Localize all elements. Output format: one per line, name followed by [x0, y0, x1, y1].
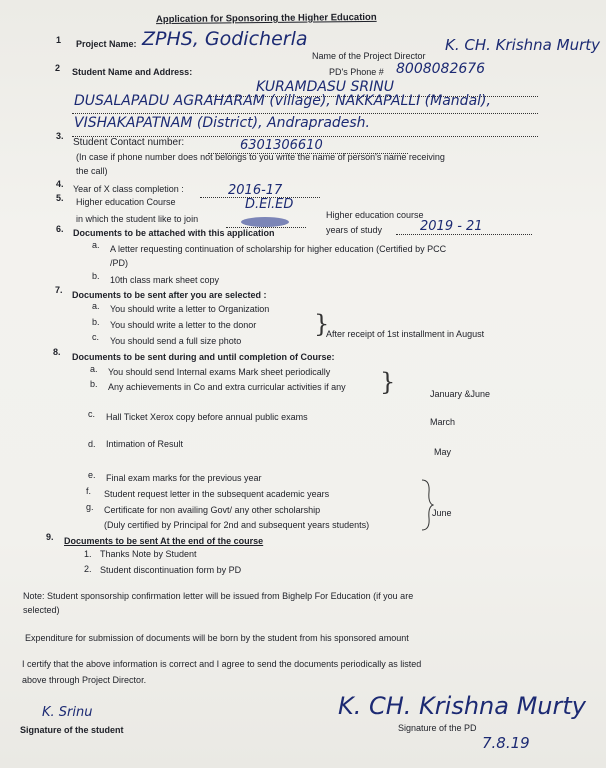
contact-note-line2: the call) — [76, 166, 108, 176]
section-8-item-f: Student request letter in the subsequent academic years — [104, 489, 330, 499]
certify-line1: I certify that the above information is correct and I agree to send the documents periodically as listed — [22, 659, 422, 669]
section-8-item-g-cont: (Duly certified by Principal for 2nd and subsequent years students) — [104, 520, 370, 530]
item-mark: b. — [92, 317, 100, 327]
pd-signature: K. CH. Krishna Murty — [338, 692, 586, 720]
month-jan-june: January &June — [430, 389, 491, 399]
item-mark: a. — [90, 364, 98, 374]
item-mark: a. — [92, 301, 100, 311]
section-6-item-a: A letter requesting continuation of scholarship for higher education (Certified by PCC — [110, 244, 447, 254]
section-7-heading: Documents to be sent after you are selected : — [72, 290, 267, 300]
section-number: 9. — [46, 532, 54, 542]
section-9-item-2: Student discontinuation form by PD — [100, 565, 242, 575]
director-phone-label: PD's Phone # — [329, 67, 384, 77]
year-x-label: Year of X class completion : — [73, 184, 184, 194]
underline — [396, 234, 532, 235]
student-signature-label: Signature of the student — [20, 725, 124, 735]
section-number: 8. — [53, 347, 61, 357]
section-6-item-a-cont: /PD) — [110, 258, 128, 268]
section-9-heading: Documents to be sent At the end of the course — [64, 536, 264, 546]
director-phone-value: 8008082676 — [396, 61, 486, 77]
contact-value: 6301306610 — [240, 138, 323, 153]
section-8-heading: Documents to be sent during and until completion of Course: — [72, 352, 335, 362]
item-mark: 1. — [84, 549, 92, 559]
item-mark: f. — [86, 486, 92, 496]
section-number: 6. — [56, 224, 64, 234]
item-mark: c. — [88, 409, 96, 419]
item-mark: e. — [88, 470, 96, 480]
field-number: 5. — [56, 193, 64, 203]
contact-label: Student Contact number: — [73, 137, 185, 148]
student-address-line1: DUSALAPADU AGRAHARAM (village), NAKKAPALLI (Mandal), — [74, 93, 491, 109]
expenditure-note: Expenditure for submission of documents will be born by the student from his sponsored amount — [25, 633, 409, 643]
contact-note-line1: (In case if phone number does not belongs to you write the name of person's name receiving — [76, 152, 445, 162]
student-signature: K. Srinu — [42, 705, 93, 720]
section-7-item-c: You should send a full size photo — [110, 336, 242, 346]
item-mark: a. — [92, 240, 100, 250]
project-name-label: Project Name: — [76, 39, 137, 49]
section-7-item-b: You should write a letter to the donor — [110, 320, 257, 330]
section-7-item-a: You should write a letter to Organization — [110, 304, 270, 314]
course-years-value: 2019 - 21 — [420, 219, 483, 234]
student-address-line2: VISHAKAPATNAM (District), Andrapradesh. — [74, 115, 371, 131]
brace — [420, 478, 434, 532]
underline — [72, 113, 538, 114]
section-8-item-c: Hall Ticket Xerox copy before annual public exams — [106, 412, 308, 422]
month-may: May — [434, 447, 452, 457]
project-name-value: ZPHS, Godicherla — [142, 28, 308, 50]
month-march: March — [430, 417, 456, 427]
field-number: 4. — [56, 179, 64, 189]
signature-date: 7.8.19 — [482, 734, 530, 752]
section-8-item-b: Any achievements in Co and extra curricular activities if any — [108, 382, 346, 392]
year-x-value: 2016-17 — [228, 183, 283, 198]
form-title: Application for Sponsoring the Higher Education — [155, 11, 377, 26]
pd-signature-label: Signature of the PD — [398, 723, 477, 733]
item-mark: g. — [86, 502, 94, 512]
director-label: Name of the Project Director — [312, 51, 426, 61]
item-mark: b. — [90, 379, 98, 389]
field-number: 3. — [56, 131, 64, 141]
month-june: June — [432, 508, 452, 518]
course-value: D.El.ED — [245, 197, 294, 212]
brace: } — [380, 368, 396, 396]
course-years-label: Higher education course — [326, 210, 424, 220]
section-8-item-a: You should send Internal exams Mark sheet periodically — [108, 367, 331, 377]
item-mark: b. — [92, 271, 100, 281]
item-mark: d. — [88, 439, 96, 449]
section-8-item-g: Certificate for non availing Govt/ any other scholarship — [104, 505, 321, 515]
student-name-label: Student Name and Address: — [72, 67, 193, 77]
section-8-item-d: Intimation of Result — [106, 439, 184, 449]
student-name-value: KURAMDASU SRINU — [256, 79, 394, 95]
field-number: 1 — [56, 35, 62, 45]
note-line2: selected) — [23, 605, 60, 615]
director-value: K. CH. Krishna Murty — [445, 36, 600, 54]
section-7-note: After receipt of 1st installment in August — [326, 329, 485, 339]
section-9-item-1: Thanks Note by Student — [100, 549, 197, 559]
course-label: Higher education Course — [76, 197, 176, 207]
brace: } — [314, 310, 330, 338]
field-number: 2 — [55, 63, 61, 73]
section-8-item-e: Final exam marks for the previous year — [106, 473, 262, 483]
section-number: 7. — [55, 285, 63, 295]
section-6-item-b: 10th class mark sheet copy — [110, 275, 220, 285]
section-6-heading: Documents to be attached with this application — [73, 228, 275, 238]
course-years-label-2: years of study — [326, 225, 383, 235]
item-mark: 2. — [84, 564, 92, 574]
certify-line2: above through Project Director. — [22, 675, 147, 685]
course-label-2: in which the student like to join — [76, 214, 199, 224]
note-line1: Note: Student sponsorship confirmation letter will be issued from Bighelp For Education (if you are — [23, 591, 414, 601]
item-mark: c. — [92, 332, 100, 342]
